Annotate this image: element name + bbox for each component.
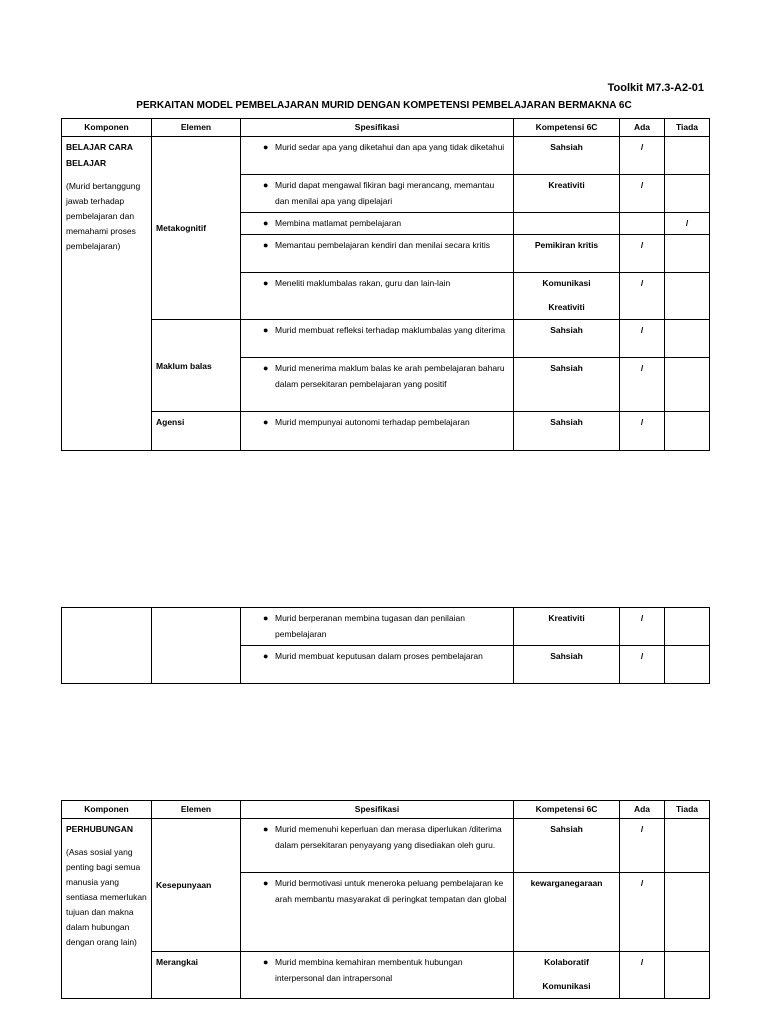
header-kompetensi: Kompetensi 6C	[514, 119, 620, 137]
ada-cell	[620, 213, 665, 235]
kompetensi-cell: Sahsiah	[514, 819, 620, 873]
table-perhubungan	[61, 800, 710, 999]
tiada-cell	[665, 273, 710, 320]
table-row	[62, 137, 710, 175]
spesifikasi-cell: ● Murid membuat keputusan dalam proses pembelajaran	[241, 646, 514, 684]
header-kompetensi: Kompetensi 6C	[514, 801, 620, 819]
tiada-cell	[665, 175, 710, 213]
bullet-icon: ●	[263, 278, 269, 288]
bullet-icon: ●	[263, 417, 269, 427]
kompetensi-cell	[514, 213, 620, 235]
spesifikasi-cell: ● Murid membuat refleksi terhadap maklumbalas yang diterima	[241, 320, 514, 358]
table-header-row	[62, 801, 710, 819]
bullet-icon: ●	[263, 957, 269, 967]
ada-cell: /	[620, 819, 665, 873]
kompetensi-cell: Sahsiah	[514, 320, 620, 358]
ada-cell: /	[620, 235, 665, 273]
tiada-cell	[665, 412, 710, 451]
table-row	[62, 320, 710, 358]
table-belajar-cara-belajar	[61, 118, 710, 451]
kompetensi-cell: Komunikasi Kreativiti	[514, 273, 620, 320]
bullet-icon: ●	[263, 180, 269, 190]
bullet-icon: ●	[263, 363, 269, 373]
ada-cell: /	[620, 873, 665, 952]
kompetensi-cell: Sahsiah	[514, 646, 620, 684]
table-row	[62, 819, 710, 873]
komponen-description: (Murid bertanggung jawab terhadap pembelajaran dan memahami proses pembelajaran)	[66, 181, 141, 251]
kompetensi-cell: kewarganegaraan	[514, 873, 620, 952]
tiada-cell	[665, 358, 710, 412]
spesifikasi-cell: ● Murid membina kemahiran membentuk hubungan interpersonal dan intrapersonal	[241, 952, 514, 999]
tiada-cell	[665, 137, 710, 175]
header-tiada: Tiada	[665, 119, 710, 137]
komponen-cell	[62, 608, 152, 684]
kompetensi-cell: Sahsiah	[514, 137, 620, 175]
spesifikasi-cell: ● Murid dapat mengawal fikiran bagi merancang, memantau dan menilai apa yang dipelajari	[241, 175, 514, 213]
kompetensi-cell: Kreativiti	[514, 608, 620, 646]
kompetensi-cell: Kreativiti	[514, 175, 620, 213]
ada-cell: /	[620, 412, 665, 451]
spesifikasi-cell: ● Murid memenuhi keperluan dan merasa diperlukan /diterima dalam persekitaran penyayang yang disediakan oleh guru.	[241, 819, 514, 873]
spesifikasi-cell: ● Memantau pembelajaran kendiri dan menilai secara kritis	[241, 235, 514, 273]
bullet-icon: ●	[263, 651, 269, 661]
komponen-cell	[62, 819, 152, 999]
kompetensi-cell: Sahsiah	[514, 358, 620, 412]
bullet-icon: ●	[263, 240, 269, 250]
table-row	[62, 608, 710, 646]
ada-cell: /	[620, 608, 665, 646]
ada-cell: /	[620, 952, 665, 999]
komponen-title: PERHUBUNGAN	[66, 824, 134, 834]
spesifikasi-cell: ● Murid bermotivasi untuk meneroka peluang pembelajaran ke arah membantu masyarakat di peringkat tempatan dan global	[241, 873, 514, 952]
ada-cell: /	[620, 646, 665, 684]
spesifikasi-cell: ● Murid sedar apa yang diketahui dan apa yang tidak diketahui	[241, 137, 514, 175]
bullet-icon: ●	[263, 218, 269, 228]
page-title: PERKAITAN MODEL PEMBELAJARAN MURID DENGAN KOMPETENSI PEMBELAJARAN BERMAKNA 6C	[136, 100, 632, 111]
ada-cell: /	[620, 137, 665, 175]
bullet-icon: ●	[263, 142, 269, 152]
elemen-cell	[152, 608, 241, 684]
tiada-cell	[665, 819, 710, 873]
ada-cell: /	[620, 175, 665, 213]
komponen-title: BELAJAR CARA BELAJAR	[66, 142, 133, 168]
komponen-description: (Asas sosial yang penting bagi semua manusia yang sentiasa memerlukan tujuan dan makna dalam hubungan dengan orang lain)	[66, 847, 147, 947]
header-elemen: Elemen	[152, 801, 241, 819]
kompetensi-cell: Kolaboratif Komunikasi	[514, 952, 620, 999]
kompetensi-cell: Pemikiran kritis	[514, 235, 620, 273]
table-continuation	[61, 607, 710, 684]
ada-cell: /	[620, 358, 665, 412]
header-komponen: Komponen	[62, 801, 152, 819]
bullet-icon: ●	[263, 824, 269, 834]
tiada-cell	[665, 952, 710, 999]
spesifikasi-cell: ● Murid menerima maklum balas ke arah pembelajaran baharu dalam persekitaran pembelajaran yang positif	[241, 358, 514, 412]
table-row	[62, 412, 710, 451]
tiada-cell: /	[665, 213, 710, 235]
bullet-icon: ●	[263, 325, 269, 335]
elemen-cell: Agensi	[152, 412, 241, 451]
tiada-cell	[665, 320, 710, 358]
header-ada: Ada	[620, 801, 665, 819]
header-komponen: Komponen	[62, 119, 152, 137]
bullet-icon: ●	[263, 613, 269, 623]
table-row	[62, 952, 710, 999]
kompetensi-cell: Sahsiah	[514, 412, 620, 451]
spesifikasi-cell: ● Membina matlamat pembelajaran	[241, 213, 514, 235]
spesifikasi-cell: ● Meneliti maklumbalas rakan, guru dan lain-lain	[241, 273, 514, 320]
elemen-cell: Maklum balas	[152, 320, 241, 412]
toolkit-code: Toolkit M7.3-A2-01	[607, 82, 704, 94]
spesifikasi-cell: ● Murid berperanan membina tugasan dan penilaian pembelajaran	[241, 608, 514, 646]
ada-cell: /	[620, 273, 665, 320]
elemen-cell: Merangkai	[152, 952, 241, 999]
tiada-cell	[665, 873, 710, 952]
tiada-cell	[665, 235, 710, 273]
spesifikasi-cell: ● Murid mempunyai autonomi terhadap pembelajaran	[241, 412, 514, 451]
bullet-icon: ●	[263, 878, 269, 888]
komponen-cell	[62, 137, 152, 451]
header-spesifikasi: Spesifikasi	[241, 801, 514, 819]
header-elemen: Elemen	[152, 119, 241, 137]
header-ada: Ada	[620, 119, 665, 137]
elemen-cell: Kesepunyaan	[152, 819, 241, 952]
tiada-cell	[665, 608, 710, 646]
tiada-cell	[665, 646, 710, 684]
header-spesifikasi: Spesifikasi	[241, 119, 514, 137]
ada-cell: /	[620, 320, 665, 358]
table-header-row	[62, 119, 710, 137]
header-tiada: Tiada	[665, 801, 710, 819]
elemen-cell: Metakognitif	[152, 137, 241, 320]
